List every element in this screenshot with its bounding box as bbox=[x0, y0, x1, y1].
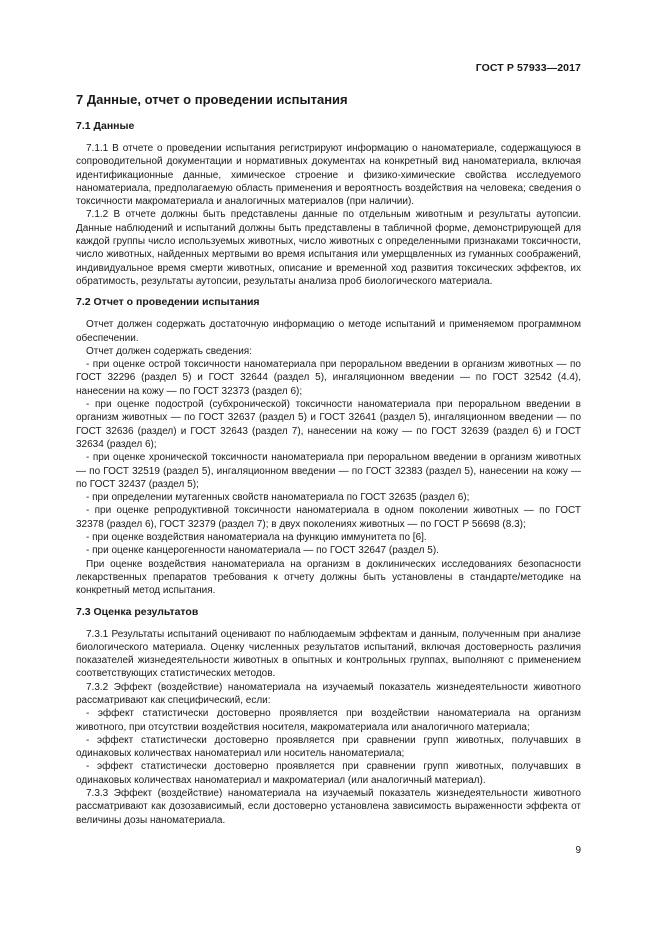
document-standard-number: ГОСТ Р 57933—2017 bbox=[475, 62, 581, 74]
paragraph-7-2-preclinical: При оценке воздействия наноматериала на организм в доклинических исследованиях безопасности лекарственных препаратов требования к отчету должны быть установлены в стандарте/методике на конкретный метод испытания. bbox=[76, 558, 581, 597]
paragraph-7-3-3: 7.3.3 Эффект (воздействие) наноматериала на изучаемый показатель жизнедеятельности животного рассматривают как дозозависимый, если достоверно установлена зависимость выраженности эффекта от величины дозы наноматериала. bbox=[76, 788, 581, 826]
paragraph-7-3-1: 7.3.1 Результаты испытаний оценивают по наблюдаемым эффектам и данным, полученным при анализе биологического материала. Оценку численных результатов испытаний, включая достоверность различия показателей жизнедеятельности животных в опытных и контрольных группах, выполняют с применением соответствующих статистических методов. bbox=[76, 628, 581, 680]
list-item: - при оценке репродуктивной токсичности наноматериала в одном поколении животных — по ГОСТ 32378 (раздел 6), ГОСТ 32379 (раздел 7); в двух поколениях животных — по ГОСТ Р 56698 (8.3); bbox=[76, 505, 581, 530]
page-number: 9 bbox=[575, 845, 581, 856]
subsection-title-7-1: 7.1 Данные bbox=[76, 120, 135, 132]
document-body bbox=[76, 92, 581, 827]
paragraph-7-2-list-intro: Отчет должен содержать сведения: bbox=[86, 345, 252, 357]
list-item: - эффект статистически достоверно проявляется при воздействии наноматериала на организм животного, при отсутствии воздействия носителя, макроматериала или аналогичного материала; bbox=[76, 708, 581, 733]
list-item: - при оценке острой токсичности наноматериала при пероральном введении в организм животных — по ГОСТ 32296 (раздел 5) и ГОСТ 32644 (раздел 5), ингаляционном введении — по ГОСТ 32542 (4.4), нанесении на кожу — по ГОСТ 32373 (раздел 6); bbox=[76, 359, 581, 397]
list-item: - эффект статистически достоверно проявляется при сравнении групп животных, получавших в одинаковых количествах наноматериал и макроматериал (или аналогичный материал). bbox=[76, 761, 581, 786]
paragraph-7-2-intro: Отчет должен содержать достаточную информацию о методе испытаний и применяемом программном обеспечении. bbox=[76, 319, 581, 344]
list-item: - при оценке хронической токсичности наноматериала при пероральном введении в организм животных — по ГОСТ 32519 (раздел 5), ингаляционном введении — по ГОСТ 32383 (раздел 5), нанесении на кожу — по ГОСТ 32437 (раздел 5); bbox=[76, 452, 581, 490]
list-item: - при оценке канцерогенности наноматериала — по ГОСТ 32647 (раздел 5). bbox=[86, 545, 439, 557]
paragraph-7-1-1: 7.1.1 В отчете о проведении испытания регистрируют информацию о наноматериале, содержащуюся в сопроводительной документации и нормативных документах на конкретный вид наноматериала, включая идентификационные данные, химическое строение и физико-химические свойства исследуемого наноматериала, предполагаемую область применения и вероятность воздействия на человека; сведения о токсичности макроматериала и аналогичных материалов (при наличии). bbox=[76, 143, 581, 208]
section-title: 7 Данные, отчет о проведении испытания bbox=[76, 92, 348, 107]
list-item: - при определении мутагенных свойств наноматериала по ГОСТ 32635 (раздел 6); bbox=[86, 492, 470, 504]
subsection-title-7-2: 7.2 Отчет о проведении испытания bbox=[76, 296, 260, 309]
list-item: - при оценке воздействия наноматериала на функцию иммунитета по [6]. bbox=[86, 532, 427, 544]
paragraph-7-1-2: 7.1.2 В отчете должны быть представлены данные по отдельным животным и результаты аутопсии. Данные наблюдений и испытаний должны быть представлены в табличной форме, демонстрирующей для каждой группы число используемых животных, число животных с определенными признаками токсичности, число животных, найденных мертвыми во время испытания или умерщвленных из гуманных соображений, индивидуальное время смерти животных, описание и временной ход развития токсических эффектов, их обратимость, результаты аутопсии, результаты анализа проб биологического материала. bbox=[76, 209, 581, 287]
paragraph-7-3-2: 7.3.2 Эффект (воздействие) наноматериала на изучаемый показатель жизнедеятельности животного рассматривают как специфический, если: bbox=[76, 681, 581, 706]
list-item: - при оценке подострой (субхронической) токсичности наноматериала при пероральном введении в организм животных — по ГОСТ 32637 (раздел 5) и ГОСТ 32641 (раздел 5), ингаляционном введении — по ГОСТ 32636 (раздел) и ГОСТ 32643 (раздел 7), нанесении на кожу — по ГОСТ 32639 (раздел 6) и ГОСТ 32634 (раздел 6); bbox=[76, 399, 581, 450]
subsection-title-7-3: 7.3 Оценка результатов bbox=[76, 605, 199, 618]
list-item: - эффект статистически достоверно проявляется при сравнении групп животных, получавших в одинаковых количествах наноматериал или носитель наноматериала; bbox=[76, 734, 581, 760]
